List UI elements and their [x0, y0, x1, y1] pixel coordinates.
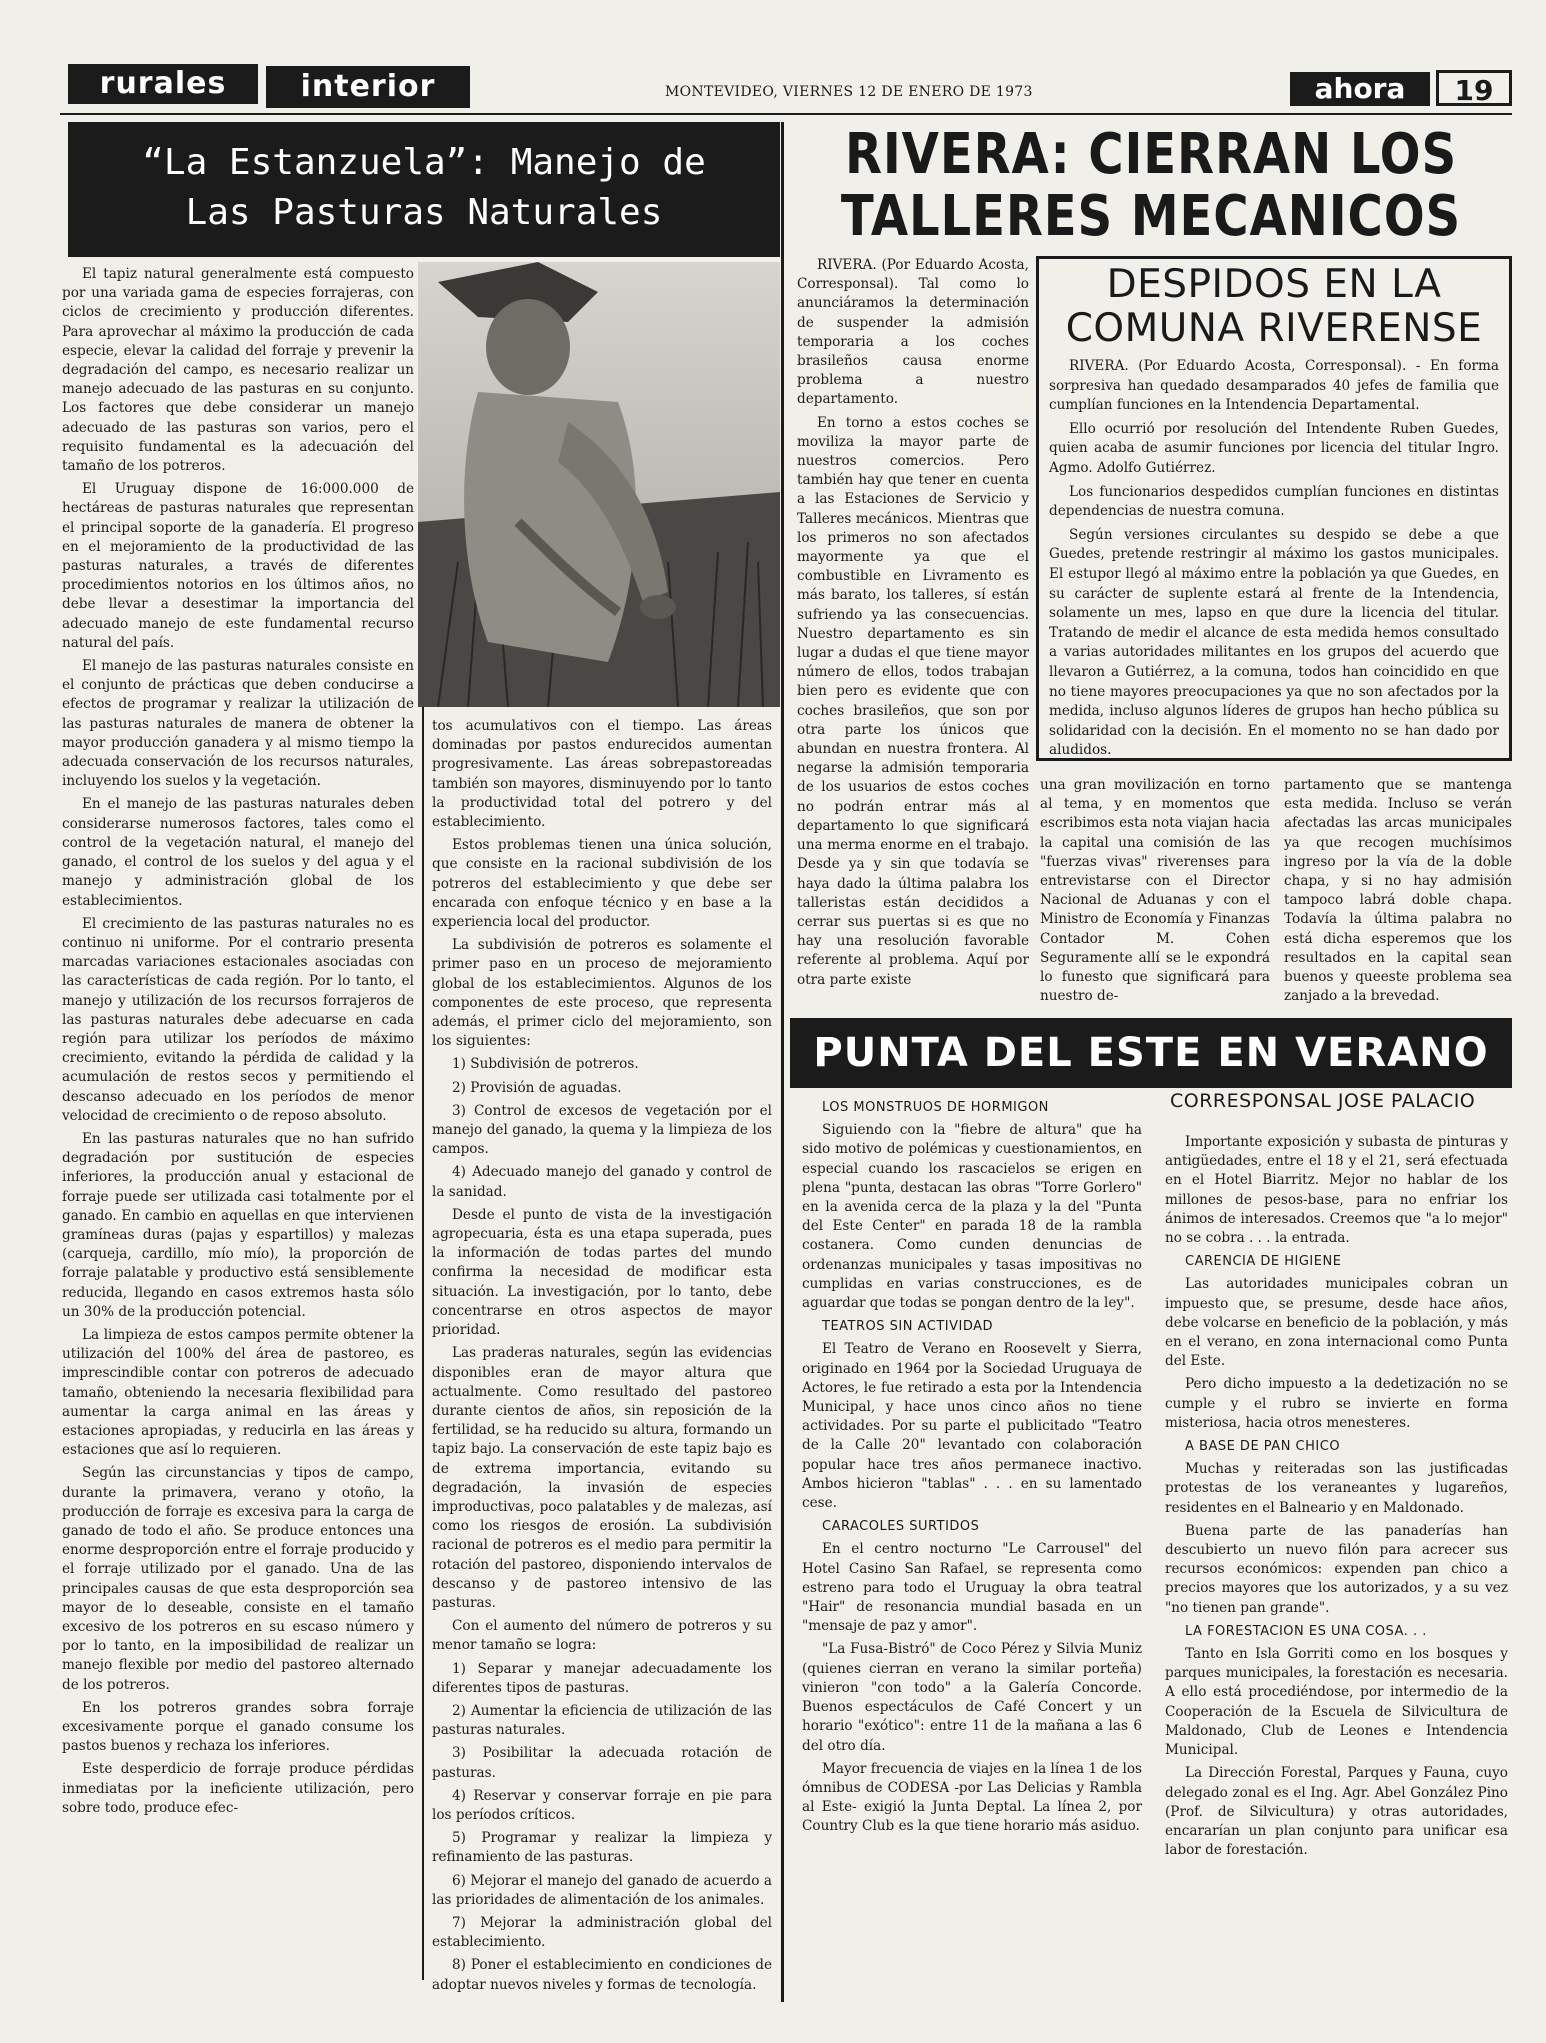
paragraph: En el centro nocturno "Le Carrousel" del Hotel Casino San Rafael, se representa como estreno para todo el Uruguay la obra teatral "Hair" de resonancia mundial basada en un "mensaje de paz y amor". [802, 1541, 1142, 1635]
paragraph: El Uruguay dispone de 16:000.000 de hectáreas de pasturas naturales que representan el principal soporte de la ganadería. El progreso en el mejoramiento de la productividad de las pasturas naturales, a través de diferentes procedimientos notorios en los últimos años, no debe llevar a desestimar la importancia del adecuado manejo de este fundamental recurso natural del país. [62, 481, 414, 651]
paragraph: Importante exposición y subasta de pinturas y antigüedades, entre el 18 y el 21, será efectuada en el Hotel Biarritz. Mejor no hablar de los millones de pesos-base, para no enfriar los ánimos de interesados. Creemos que "a lo mejor" no se cobra . . . la entrada. [1165, 1134, 1508, 1247]
punta-column-1 [802, 1098, 1142, 1988]
paragraph: Buena parte de las panaderías han descubierto un nuevo filón para acrecer sus recursos económicos: expenden pan chico a precios mayores que los autorizados, y a su vez "no tienen pan grande". [1165, 1522, 1508, 1616]
despidos-headline [1049, 263, 1499, 351]
paragraph: El Teatro de Verano en Roosevelt y Sierra, originado en 1964 por la Sociedad Uruguaya de Actores, le fue retirado a esta por la Intendencia Municipal, y hace unos cinco años no tiene actividades. Por su parte el publicitado "Teatro de la Calle 20" levantado con colaboración popular hace tres años permanece inactivo. Ambos hicieron "tablas" . . . en su lamentado cese. [802, 1341, 1142, 1512]
paragraph: Con el aumento del número de potreros y su menor tamaño se logra: [432, 1618, 772, 1654]
paragraph: La subdivisión de potreros es solamente el primer paso en un proceso de mejoramiento global de los establecimientos. Algunos de los componentes de este proceso, que representa además, el primer ciclo del mejoramiento, son los siguientes: [432, 937, 772, 1050]
rivera-headline [841, 124, 1462, 248]
paragraph: En torno a estos coches se moviliza la mayor parte de nuestros comercios. Pero también hay que tener en cuenta a las Estaciones de Servicio y Talleres mecánicos. Mientras que los primeros no son afectados mayormente ya que el combustible en Livramento es más barato, los talleres, sí están sufriendo ya las consecuencias. Nuestro departamento es sin lugar a dudas el que tiene mayor número de ellos, todos trabajan bien pero es evidente que con coches brasileños, que son por otra parte los únicos que abundan en nuestra frontera. Al negarse la admisión temporaria de los usuarios de estos coches no podrán entrar más al departamento lo que significará una merma enorme en el trabajo. Desde ya y sin que todavía se haya dado la última palabra los talleristas están decididos a cerrar sus puertas si es que no hay una resolución favorable referente al problema. Aquí por otra parte existe [797, 414, 1029, 988]
section-heading: CARACOLES SURTIDOS [822, 1519, 980, 1535]
paragraph: El crecimiento de las pasturas naturales no es continuo ni uniforme. Por el contrario presenta marcadas variaciones estacionales asociadas con las características de cada región. Por lo tanto, el manejo y utilización de los recursos forrajeros de las pasturas naturales debe adecuarse en cada región para utilizar los períodos de máximo crecimiento, evitando la pérdida de calidad y la acumulación de restos secos y permitiendo el descanso adecuado en los períodos de menor velocidad de crecimiento o de reposo absoluto. [62, 915, 414, 1124]
paragraph: El manejo de las pasturas naturales consiste en el conjunto de prácticas que deben conducirse a efectos de programar y realizar la utilización de las pasturas naturales de manera de obtener la mayor producción ganadera y al mismo tiempo la adecuada conservación de los recursos naturales, incluyendo los suelos y la vegetación. [62, 658, 414, 790]
paragraph: Ello ocurrió por resolución del Intendente Ruben Guedes, quien acaba de asumir funciones por licencia del titular Ingro. Agmo. Adolfo Gutiérrez. [1049, 420, 1499, 476]
paragraph: Los funcionarios despedidos cumplían funciones en distintas dependencias de nuestra comuna. [1049, 483, 1499, 520]
paragraph: Según versiones circulantes su despido se debe a que Guedes, pretende restringir al máximo los gastos municipales. El estupor llegó al máximo entre la población ya que Guedes, en su carácter de suplente estará al frente de la Intendencia, solamente un mes, lapso en que dure la licencia del titular. Tratando de medir el alcance de esta medida hemos consultado a varias autoridades militantes en los grupos del acuerdo que llevaron a Gutiérrez, a la comuna, todos han coincidido en que no tiene mayores preocupaciones ya que no son afectados por la medida, incluso algunos líderes de grupos han hecho pública su solidaridad con la decisión. En el momento no se han dado por aludidos. [1049, 526, 1499, 759]
list-item: 2) Provisión de aguadas. [452, 1079, 622, 1096]
paragraph: RIVERA. (Por Eduardo Acosta, Corresponsal). - En forma sorpresiva han quedado desamparados 40 jefes de familia que cumplían funciones en la Intendencia Departamental. [1049, 358, 1499, 414]
paragraph: "La Fusa-Bistró" de Coco Pérez y Silvia Muniz (quienes cierran en verano la similar porteña) vinieron "con todo" a la Galería Concorde. Buenos espectáculos de Café Concert y un horario "exótico": entre 11 de la mañana a las 6 del otro día. [802, 1641, 1142, 1754]
vertical-rule-main [781, 122, 784, 2002]
despidos-headline-line2: COMUNA RIVERENSE [1065, 306, 1483, 351]
farmer-in-field-photo-icon [418, 262, 780, 707]
paragraph: tos acumulativos con el tiempo. Las áreas dominadas por pastos endurecidos aumentan progresivamente. Las áreas sobrepastoreadas también son mayores, disminuyendo por lo tanto la productividad total del potrero y del establecimiento. [432, 718, 772, 831]
paragraph: En el manejo de las pasturas naturales deben considerarse numerosos factores, tales como el control de la vegetación natural, el manejo del ganado, el control de los suelos y del agua y el manejo y administración global de los establecimientos. [62, 796, 414, 909]
paragraph: Según las circunstancias y tipos de campo, durante la primavera, verano y otoño, la producción de forraje es excesiva para la carga de ganado de todo el año. Se produce entonces una enorme desproporción entre el forraje producido y el forraje utilizado por el ganado. Una de las principales causas de que esta desproporción sea mayor de lo deseable, consiste en el tamaño excesivo de los potreros en su escaso número y por lo tanto, en la imposibilidad de realizar un manejo flexible por medio del pastoreo alternado de los potreros. [62, 1465, 414, 1693]
paragraph: Desde el punto de vista de la investigación agropecuaria, ésta es una etapa superada, pues la información de todas partes del mundo confirma la necesidad de modificar esta situación. La investigación, por lo tanto, debe concentrarse en otros aspectos de mayor prioridad. [432, 1206, 772, 1339]
paragraph: La limpieza de estos campos permite obtener la utilización del 100% del área de pastoreo, es imprescindible contar con potreros de adecuado tamaño, obteniendo la necesaria flexibilidad para aumentar la carga animal en las áreas y estaciones apropiadas, y reducirla en las áreas y estaciones que así lo requieren. [62, 1326, 414, 1459]
list-item: 7) Mejorar la administración global del establecimiento. [432, 1914, 772, 1951]
section-heading: LOS MONSTRUOS DE HORMIGON [822, 1100, 1049, 1115]
despidos-box [1036, 256, 1512, 761]
masthead-rule [60, 113, 1512, 115]
estanzuela-headline-line1: “La Estanzuela”: Manejo de [142, 142, 706, 183]
paragraph: Las praderas naturales, según las evidencias disponibles eran de mayor altura que actualmente. Como resultado del pastoreo durante cientos de años, sin reposición de la fertilidad, se ha reducido su altura, formando un tapiz bajo. La conservación de este tapiz bajo es de extrema importancia, evitando su degradación, la invasión de especies improductivas, poco palatables y de malezas, así como los riesgos de erosión. La subdivisión racional de potreros es el medio para permitir la rotación del pastoreo, disponiendo intervalos de descanso y de pastoreo intensivo de las pasturas. [432, 1345, 772, 1611]
paragraph: Pero dicho impuesto a la dedetización no se cumple y el rubro se invierte en forma misteriosa, hacia otros menesteres. [1165, 1376, 1508, 1431]
punta-headline: PUNTA DEL ESTE EN VERANO [790, 1018, 1512, 1088]
estanzuela-headline [68, 122, 780, 257]
paragraph: una gran movilización en torno al tema, y en momentos que escribimos esta nota viajan hacia la capital una comisión de las "fuerzas vivas" riverenses para entrevistarse con el Director Nacional de Aduanas y con el Ministro de Economía y Finanzas Contador M. Cohen Seguramente allí se le expondrá lo funesto que significará para nuestro de- [1040, 777, 1270, 1005]
despidos-body [1049, 357, 1499, 761]
rivera-headline-line1: RIVERA: CIERRAN LOS [844, 122, 1458, 187]
list-item: 6) Mejorar el manejo del ganado de acuerdo a las prioridades de alimentación de los animales. [432, 1872, 772, 1908]
paragraph: Estos problemas tienen una única solución, que consiste en la racional subdivisión de los potreros del establecimiento y que debe ser encarada con enfoque técnico y en base a la experiencia local del productor. [432, 837, 772, 931]
paragraph: Tanto en Isla Gorriti como en los bosques y parques municipales, la forestación es necesaria. A ello está procediéndose, por intermedio de la Cooperación de la Escuela de Silvicultura de Maldonado, Club de Leones e Intendencia Municipal. [1165, 1646, 1508, 1759]
paragraph: El tapiz natural generalmente está compuesto por una variada gama de especies forrajeras, con ciclos de crecimiento y producción diferentes. Para aprovechar al máximo la producción de cada especie, elevar la calidad del forraje y prevenir la degradación del campo, es necesario realizar un manejo adecuado de las pasturas en su conjunto. Los factores que debe considerar un manejo adecuado de las pasturas son varios, pero el requisito fundamental es la adecuación del tamaño de los potreros. [62, 266, 414, 475]
list-item: 8) Poner el establecimiento en condiciones de adoptar nuevos niveles y formas de tecnología. [432, 1957, 772, 1993]
punta-byline: CORRESPONSAL JOSE PALACIO [1170, 1090, 1476, 1112]
vertical-rule-left-end [422, 690, 424, 1980]
paragraph: Las autoridades municipales cobran un impuesto que, se presume, desde hace años, debe volcarse en beneficio de la población, y más en el verano, en zona internacional como Punta del Este. [1165, 1276, 1508, 1370]
paper-name: ahora [1290, 72, 1430, 106]
section-label-rurales: rurales [68, 64, 258, 104]
section-label-interior: interior [266, 66, 470, 108]
paragraph: En las pasturas naturales que no han sufrido degradación por sustitución de especies inferiores, la producción anual y estacional de forraje puede ser utilizada casi totalmente por el ganado. En cambio en aquellas en que intervienen gramíneas duras (pajas y espartillos) y malezas (carqueja, cardillo, mío mío), la proporción de forraje palatable y productivo está sensiblemente reducida, llegando en casos extremos hasta sólo un 30% de la producción potencial. [62, 1130, 414, 1320]
list-item: 4) Adecuado manejo del ganado y control de la sanidad. [432, 1164, 772, 1200]
paragraph: La Dirección Forestal, Parques y Fauna, cuyo delegado zonal es el Ing. Agr. Abel González Pino (Prof. de Silvicultura) y otras autoridades, encararían un plan conjunto para unificar esa labor de forestación. [1165, 1765, 1508, 1859]
rivera-column-2 [1040, 776, 1270, 1012]
paragraph: En los potreros grandes sobra forraje excesivamente porque el ganado consume los pastos buenos y rechaza los inferiores. [62, 1699, 414, 1755]
paragraph: Este desperdicio de forraje produce pérdidas inmediatas por la ineficiente utilización, pero sobre todo, produce efec- [62, 1761, 414, 1816]
paragraph: RIVERA. (Por Eduardo Acosta, Corresponsal). Tal como lo anunciáramos la determinación de suspender la admisión temporaria a los coches brasileños causa enorme problema a nuestro departamento. [797, 257, 1029, 408]
estanzuela-column-1 [62, 265, 414, 1995]
section-heading: A BASE DE PAN CHICO [1185, 1439, 1341, 1455]
rivera-headline-line2: TALLERES MECANICOS [840, 184, 1462, 249]
list-item: 2) Aumentar la eficiencia de utilización de las pasturas naturales. [432, 1702, 772, 1739]
paragraph: Muchas y reiteradas son las justificadas protestas de los veraneantes y lugareños, residentes en el Balneario y en Maldonado. [1165, 1461, 1508, 1516]
paragraph: Mayor frecuencia de viajes en la línea 1 de los ómnibus de CODESA -por Las Delicias y Rambla al Este- exigió la Junta Deptal. La línea 2, por Country Club es la que tiene horario más asiduo. [802, 1760, 1142, 1835]
list-item: 1) Subdivisión de potreros. [452, 1056, 639, 1073]
page-number: 19 [1436, 70, 1512, 106]
estanzuela-photo [418, 262, 780, 707]
list-item: 5) Programar y realizar la limpieza y refinamiento de las pasturas. [432, 1830, 772, 1866]
paragraph: partamento que se mantenga esta medida. Incluso se verán afectadas las arcas municipales ya que recogen muchísimos ingreso por la vía de la doble chapa, y si no hay admisión tampoco labrá doble chapa. Todavía la última palabra no está dicha esperemos que los resultados en la capital sean buenos y queeste problema sea zanjado a la brevedad. [1284, 777, 1512, 1005]
estanzuela-headline-line2: Las Pasturas Naturales [185, 192, 663, 233]
dateline: MONTEVIDEO, VIERNES 12 DE ENERO DE 1973 [665, 84, 1033, 100]
punta-column-2 [1165, 1133, 1508, 1993]
list-item: 4) Reservar y conservar forraje en pie para los períodos críticos. [432, 1787, 772, 1823]
section-heading: TEATROS SIN ACTIVIDAD [822, 1319, 994, 1335]
list-item: 1) Separar y manejar adecuadamente los diferentes tipos de pasturas. [432, 1660, 772, 1696]
rivera-column-1 [797, 256, 1029, 1013]
section-heading: LA FORESTACION ES UNA COSA. . . [1185, 1623, 1427, 1639]
list-item: 3) Posibilitar la adecuada rotación de pasturas. [432, 1745, 772, 1781]
paragraph: Siguiendo con la "fiebre de altura" que ha sido motivo de polémicas y cuestionamientos, en especial cuando los rascacielos se erigen en plena "punta, destacan las obras "Torre Gorlero" en la avenida cerca de la plaza y la del "Punta del Este Center" en parada 18 de la rambla costanera. Como cunden denuncias de ordenanzas municipales y tasas impositivas no cumplidas en varias construcciones, es de aguardar que todas se pongan dentro de la ley". [802, 1122, 1142, 1312]
estanzuela-column-2 [432, 717, 772, 1997]
section-heading: CARENCIA DE HIGIENE [1185, 1254, 1342, 1270]
list-item: 3) Control de excesos de vegetación por el manejo del ganado, la quema y la limpieza de los campos. [432, 1102, 772, 1158]
despidos-headline-line1: DESPIDOS EN LA [1106, 262, 1442, 307]
rivera-column-3 [1284, 776, 1512, 1012]
